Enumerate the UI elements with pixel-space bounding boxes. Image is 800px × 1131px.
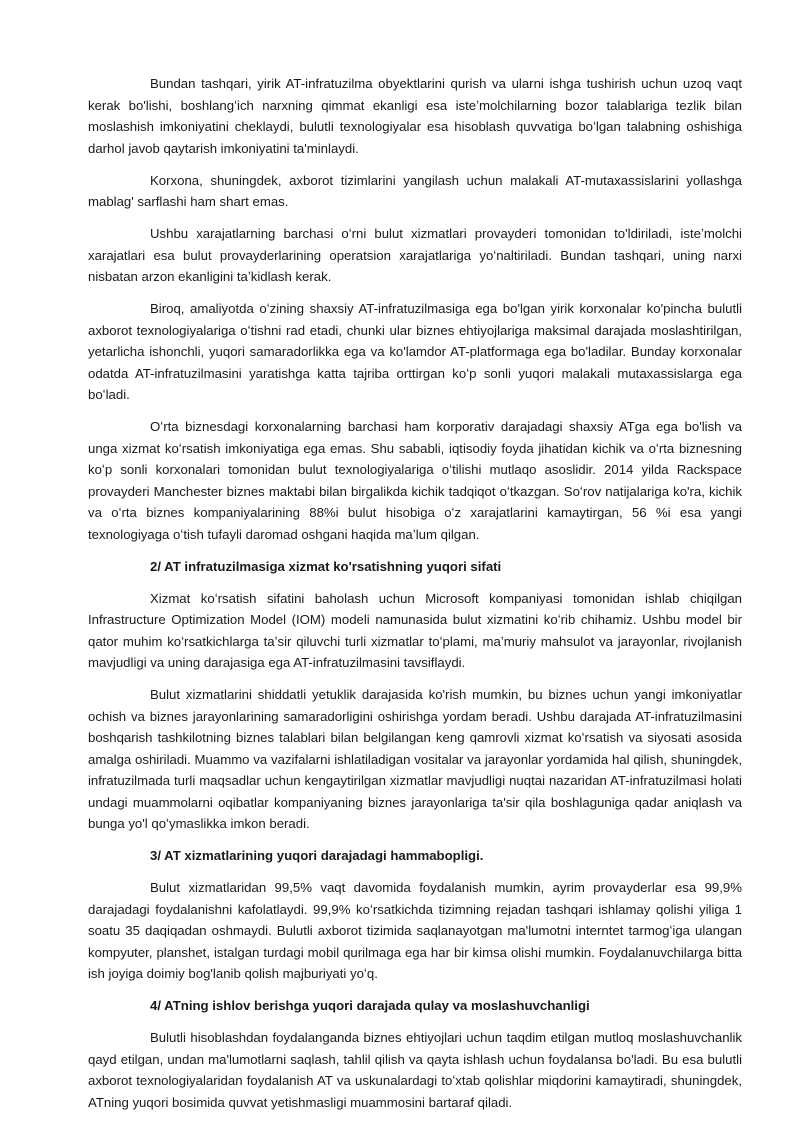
paragraph: Ushbu xarajatlarning barchasi oʻrni bulut xizmatlari provayderi tomonidan to'ldiriladi, isteʼmolchi xarajatlari esa bulut provayderlarining operatsion xarajatlariga yoʻnaltiriladi. Bundan tashqari, uning narxi nisbatan arzon ekanligini taʼkidlash kerak. <box>88 226 742 284</box>
section-heading: 4/ ATning ishlov berishga yuqori darajada qulay va moslashuvchanligi <box>150 998 590 1013</box>
document-page <box>88 73 742 1124</box>
paragraph: Oʻrta biznesdagi korxonalarning barchasi ham korporativ darajadagi shaxsiy ATga ega bo'lish va unga xizmat koʻrsatish imkoniyatiga ega emas. Shu sababli, iqtisodiy foyda jihatidan kichik va oʻrta biznesning koʻp sonli korxonalari tomonidan bulut texnologiyalariga oʻtilishi mutlaqo asoslidir. 2014 yilda Rackspace provayderi Manchester biznes maktabi bilan birgalikda kichik tadqiqot oʻtkazgan. Soʻrov natijalariga ko'ra, kichik va oʻrta biznes kompaniyalarining 88%i bulut hisobiga oʻz xarajatlarini kamaytirgan, 56 %i esa yangi texnologiyaga oʻtish tufayli daromad oshgani haqida maʼlum qilgan. <box>88 419 742 542</box>
paragraph: Biroq, amaliyotda oʻzining shaxsiy AT-infratuzilmasiga ega bo'lgan yirik korxonalar ko'pincha bulutli axborot texnologiyalariga oʻtishni rad etadi, chunki ular biznes ehtiyojlariga maksimal darajada moslashtirilgan, yetarlicha ishonchli, yuqori samaradorlikka ega va ko'lamdor AT-platformaga ega bo'ladilar. Bunday korxonalar odatda AT-infratuzilmasini yaratishga katta tajriba orttirgan koʻp sonli yuqori malakali mutaxassislarga ega boʻladi. <box>88 301 742 402</box>
paragraph: Bundan tashqari, yirik AT-infratuzilma obyektlarini qurish va ularni ishga tushirish uchun uzoq vaqt kerak bo'lishi, boshlangʻich narxning qimmat ekanligi esa isteʼmolchilarning bozor talablariga tezlik bilan moslashish imkoniyatini cheklaydi, bulutli texnologiyalar esa hisoblash quvvatiga boʻlgan talabning oshishiga darhol javob qaytarish imkoniyatini ta'minlaydi. <box>88 76 742 156</box>
paragraph: Bulut xizmatlaridan 99,5% vaqt davomida foydalanish mumkin, ayrim provayderlar esa 99,9% darajadagi foydalanishni kafolatlaydi. 99,9% koʻrsatkichda tizimning rejadan tashqari ishlamay qolishi yiliga 1 soatu 35 daqiqadan oshmaydi. Bulutli axborot tizimida saqlanayotgan ma'lumotni interntet tarmogʻiga ulangan kompyuter, planshet, istalgan turdagi mobil qurilmaga ega har bir kimsa olishi mumkin. Foydalanuvchilarga bitta ish joyiga doimiy bog'lanib qolish majburiyati yoʻq. <box>88 880 742 981</box>
section-heading: 2/ AT infratuzilmasiga xizmat ko'rsatishning yuqori sifati <box>150 558 502 574</box>
paragraph: Xizmat koʻrsatish sifatini baholash uchun Microsoft kompaniyasi tomonidan ishlab chiqilgan Infrastructure Optimization Model (IOM) modeli namunasida bulut xizmatini koʻrib chihamiz. Ushbu model bir qator muhim koʻrsatkichlarga taʼsir qiluvchi turli xizmatlar toʻplami, maʼmuriy mahsulot va jarayonlar, rivojlanish mavjudligi va uning darajasiga ega AT-infratuzilmasini tavsiflaydi. <box>88 590 742 670</box>
paragraph: Korxona, shuningdek, axborot tizimlarini yangilash uchun malakali AT-mutaxassislarini yollashga mablag' sarflashi ham shart emas. <box>88 172 742 209</box>
paragraph: Bulutli hisoblashdan foydalanganda biznes ehtiyojlari uchun taqdim etilgan mutloq moslashuvchanlik qayd etilgan, undan ma'lumotlarni saqlash, tahlil qilish va qayta ishlash uchun foydalansa bo'ladi. Bu esa bulutli axborot texnologiyalaridan foydalanish AT va uskunalardagi toʻxtab qolishlar miqdorini kamaytiradi, shuningdek, ATning yuqori bosimida quvvat yetishmasligi muammosini bartaraf qiladi. <box>88 1030 742 1110</box>
section-heading: 3/ AT xizmatlarining yuqori darajadagi hammabopligi. <box>150 848 484 863</box>
paragraph: Bulut xizmatlarini shiddatli yetuklik darajasida ko'rish mumkin, bu biznes uchun yangi imkoniyatlar ochish va biznes jarayonlarining samaradorligini oshirishga yordam beradi. Ushbu darajada AT-infratuzilmasini boshqarish tashkilotning biznes talablari bilan belgilangan keng qamrovli xizmat koʻrsatish va siyosati asosida amalga oshiriladi. Muammo va vazifalarni ishlatiladigan vositalar va jarayonlar yordamida hal qilish, shuningdek, infratuzilmada turli maqsadlar uchun kengaytirilgan xizmatlar mavjudligi nuqtai nazaridan AT-infratuzilmasi holati undagi muammolarni oqibatlar kompaniyaning biznes jarayonlariga ta'sir qila boshlaguniga qadar aniqlash va bunga yo'l qoʻymaslikka imkon beradi. <box>88 687 742 831</box>
